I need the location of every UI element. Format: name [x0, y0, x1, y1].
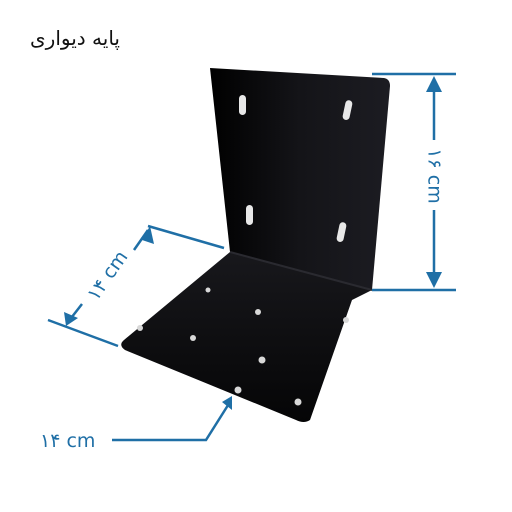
- base-hole: [255, 309, 261, 315]
- base-hole: [295, 399, 302, 406]
- height-label: ۱۶ cm: [423, 148, 446, 204]
- width-dimension: [40, 396, 232, 452]
- base-hole: [190, 335, 196, 341]
- base-hole: [137, 325, 143, 331]
- base-hole: [235, 387, 242, 394]
- slot-hole: [246, 205, 253, 225]
- depth-label: ۱۴ cm: [82, 246, 133, 305]
- width-label: ۱۴ cm: [40, 430, 96, 452]
- product-title: پایه دیواری: [30, 26, 120, 50]
- slot-hole: [239, 95, 246, 115]
- base-hole: [259, 357, 266, 364]
- base-hole: [206, 288, 211, 293]
- base-hole: [343, 317, 349, 323]
